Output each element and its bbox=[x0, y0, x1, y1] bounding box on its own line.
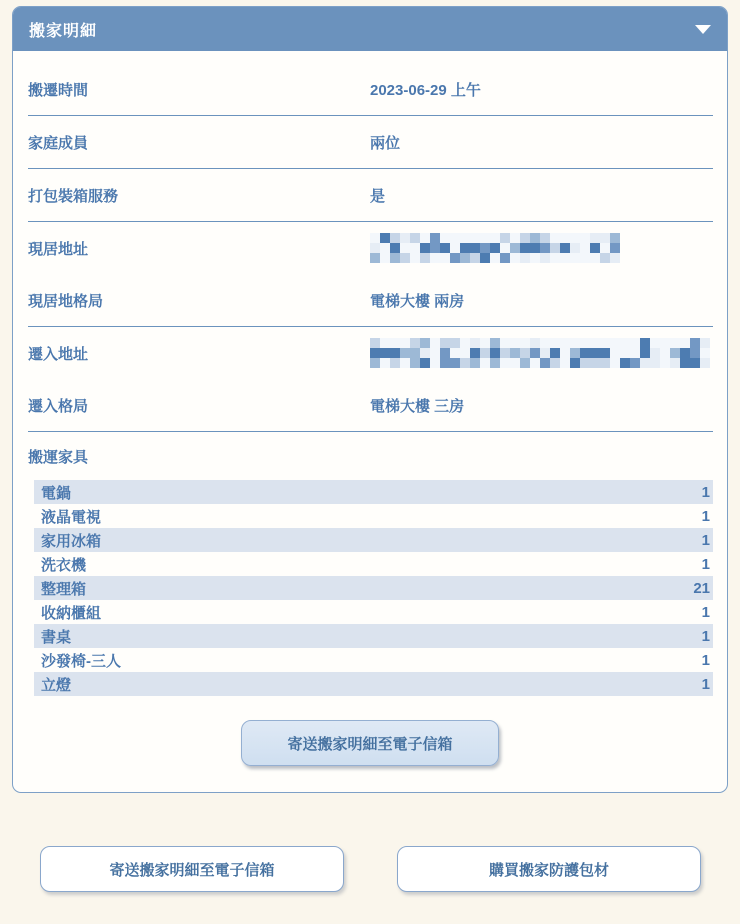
panel-title: 搬家明細 bbox=[29, 22, 98, 40]
furniture-row bbox=[34, 672, 713, 696]
row-label: 現居地址 bbox=[28, 240, 89, 258]
redacted-address bbox=[370, 233, 620, 263]
furniture-qty: 1 bbox=[701, 675, 710, 693]
furniture-section-label: 搬運家具 bbox=[28, 448, 89, 466]
row-value: 2023-06-29 上午 bbox=[370, 81, 481, 99]
redacted-address bbox=[370, 338, 710, 368]
row-packing-service bbox=[13, 169, 727, 221]
furniture-name: 洗衣機 bbox=[41, 556, 87, 574]
furniture-row bbox=[34, 528, 713, 552]
row-current-address bbox=[13, 222, 727, 274]
row-label: 遷入地址 bbox=[28, 345, 89, 363]
furniture-name: 立燈 bbox=[41, 676, 72, 694]
furniture-qty: 1 bbox=[701, 483, 710, 501]
row-label: 家庭成員 bbox=[28, 134, 89, 152]
row-moving-time bbox=[13, 63, 727, 115]
furniture-name: 家用冰箱 bbox=[41, 532, 102, 550]
furniture-name: 書桌 bbox=[41, 628, 72, 646]
row-label: 搬遷時間 bbox=[28, 81, 89, 99]
furniture-qty: 1 bbox=[701, 627, 710, 645]
furniture-row bbox=[34, 648, 713, 672]
panel-actions bbox=[13, 720, 727, 766]
row-label: 現居地格局 bbox=[28, 292, 104, 310]
furniture-row bbox=[34, 552, 713, 576]
furniture-qty: 1 bbox=[701, 555, 710, 573]
furniture-qty: 1 bbox=[701, 651, 710, 669]
row-value: 電梯大樓 兩房 bbox=[370, 292, 465, 310]
moving-details-panel bbox=[12, 6, 728, 793]
furniture-row bbox=[34, 600, 713, 624]
row-label: 遷入格局 bbox=[28, 397, 89, 415]
furniture-table bbox=[34, 480, 713, 696]
row-label: 打包裝箱服務 bbox=[28, 187, 119, 205]
furniture-name: 電鍋 bbox=[41, 484, 72, 502]
footer-actions bbox=[0, 846, 740, 892]
row-furniture-header bbox=[13, 432, 727, 480]
furniture-name: 沙發椅-三人 bbox=[41, 652, 121, 670]
furniture-qty: 21 bbox=[693, 579, 710, 597]
panel-body bbox=[13, 51, 727, 792]
row-movein-layout bbox=[13, 379, 727, 431]
furniture-qty: 1 bbox=[701, 507, 710, 525]
furniture-qty: 1 bbox=[701, 531, 710, 549]
buy-packing-materials-button[interactable]: 購買搬家防護包材 bbox=[397, 846, 701, 892]
furniture-name: 整理箱 bbox=[41, 580, 87, 598]
row-family-members bbox=[13, 116, 727, 168]
furniture-name: 收納櫃組 bbox=[41, 604, 102, 622]
row-movein-address bbox=[13, 327, 727, 379]
row-current-layout bbox=[13, 274, 727, 326]
caret-down-icon[interactable] bbox=[695, 25, 711, 34]
furniture-row bbox=[34, 576, 713, 600]
furniture-name: 液晶電視 bbox=[41, 508, 102, 526]
furniture-row bbox=[34, 624, 713, 648]
furniture-qty: 1 bbox=[701, 603, 710, 621]
panel-header[interactable] bbox=[13, 7, 727, 51]
row-value: 是 bbox=[370, 187, 386, 205]
furniture-row bbox=[34, 480, 713, 504]
furniture-row bbox=[34, 504, 713, 528]
footer-send-email-button[interactable]: 寄送搬家明細至電子信箱 bbox=[40, 846, 344, 892]
row-value: 兩位 bbox=[370, 134, 401, 152]
row-value: 電梯大樓 三房 bbox=[370, 397, 465, 415]
send-email-button[interactable]: 寄送搬家明細至電子信箱 bbox=[241, 720, 499, 766]
